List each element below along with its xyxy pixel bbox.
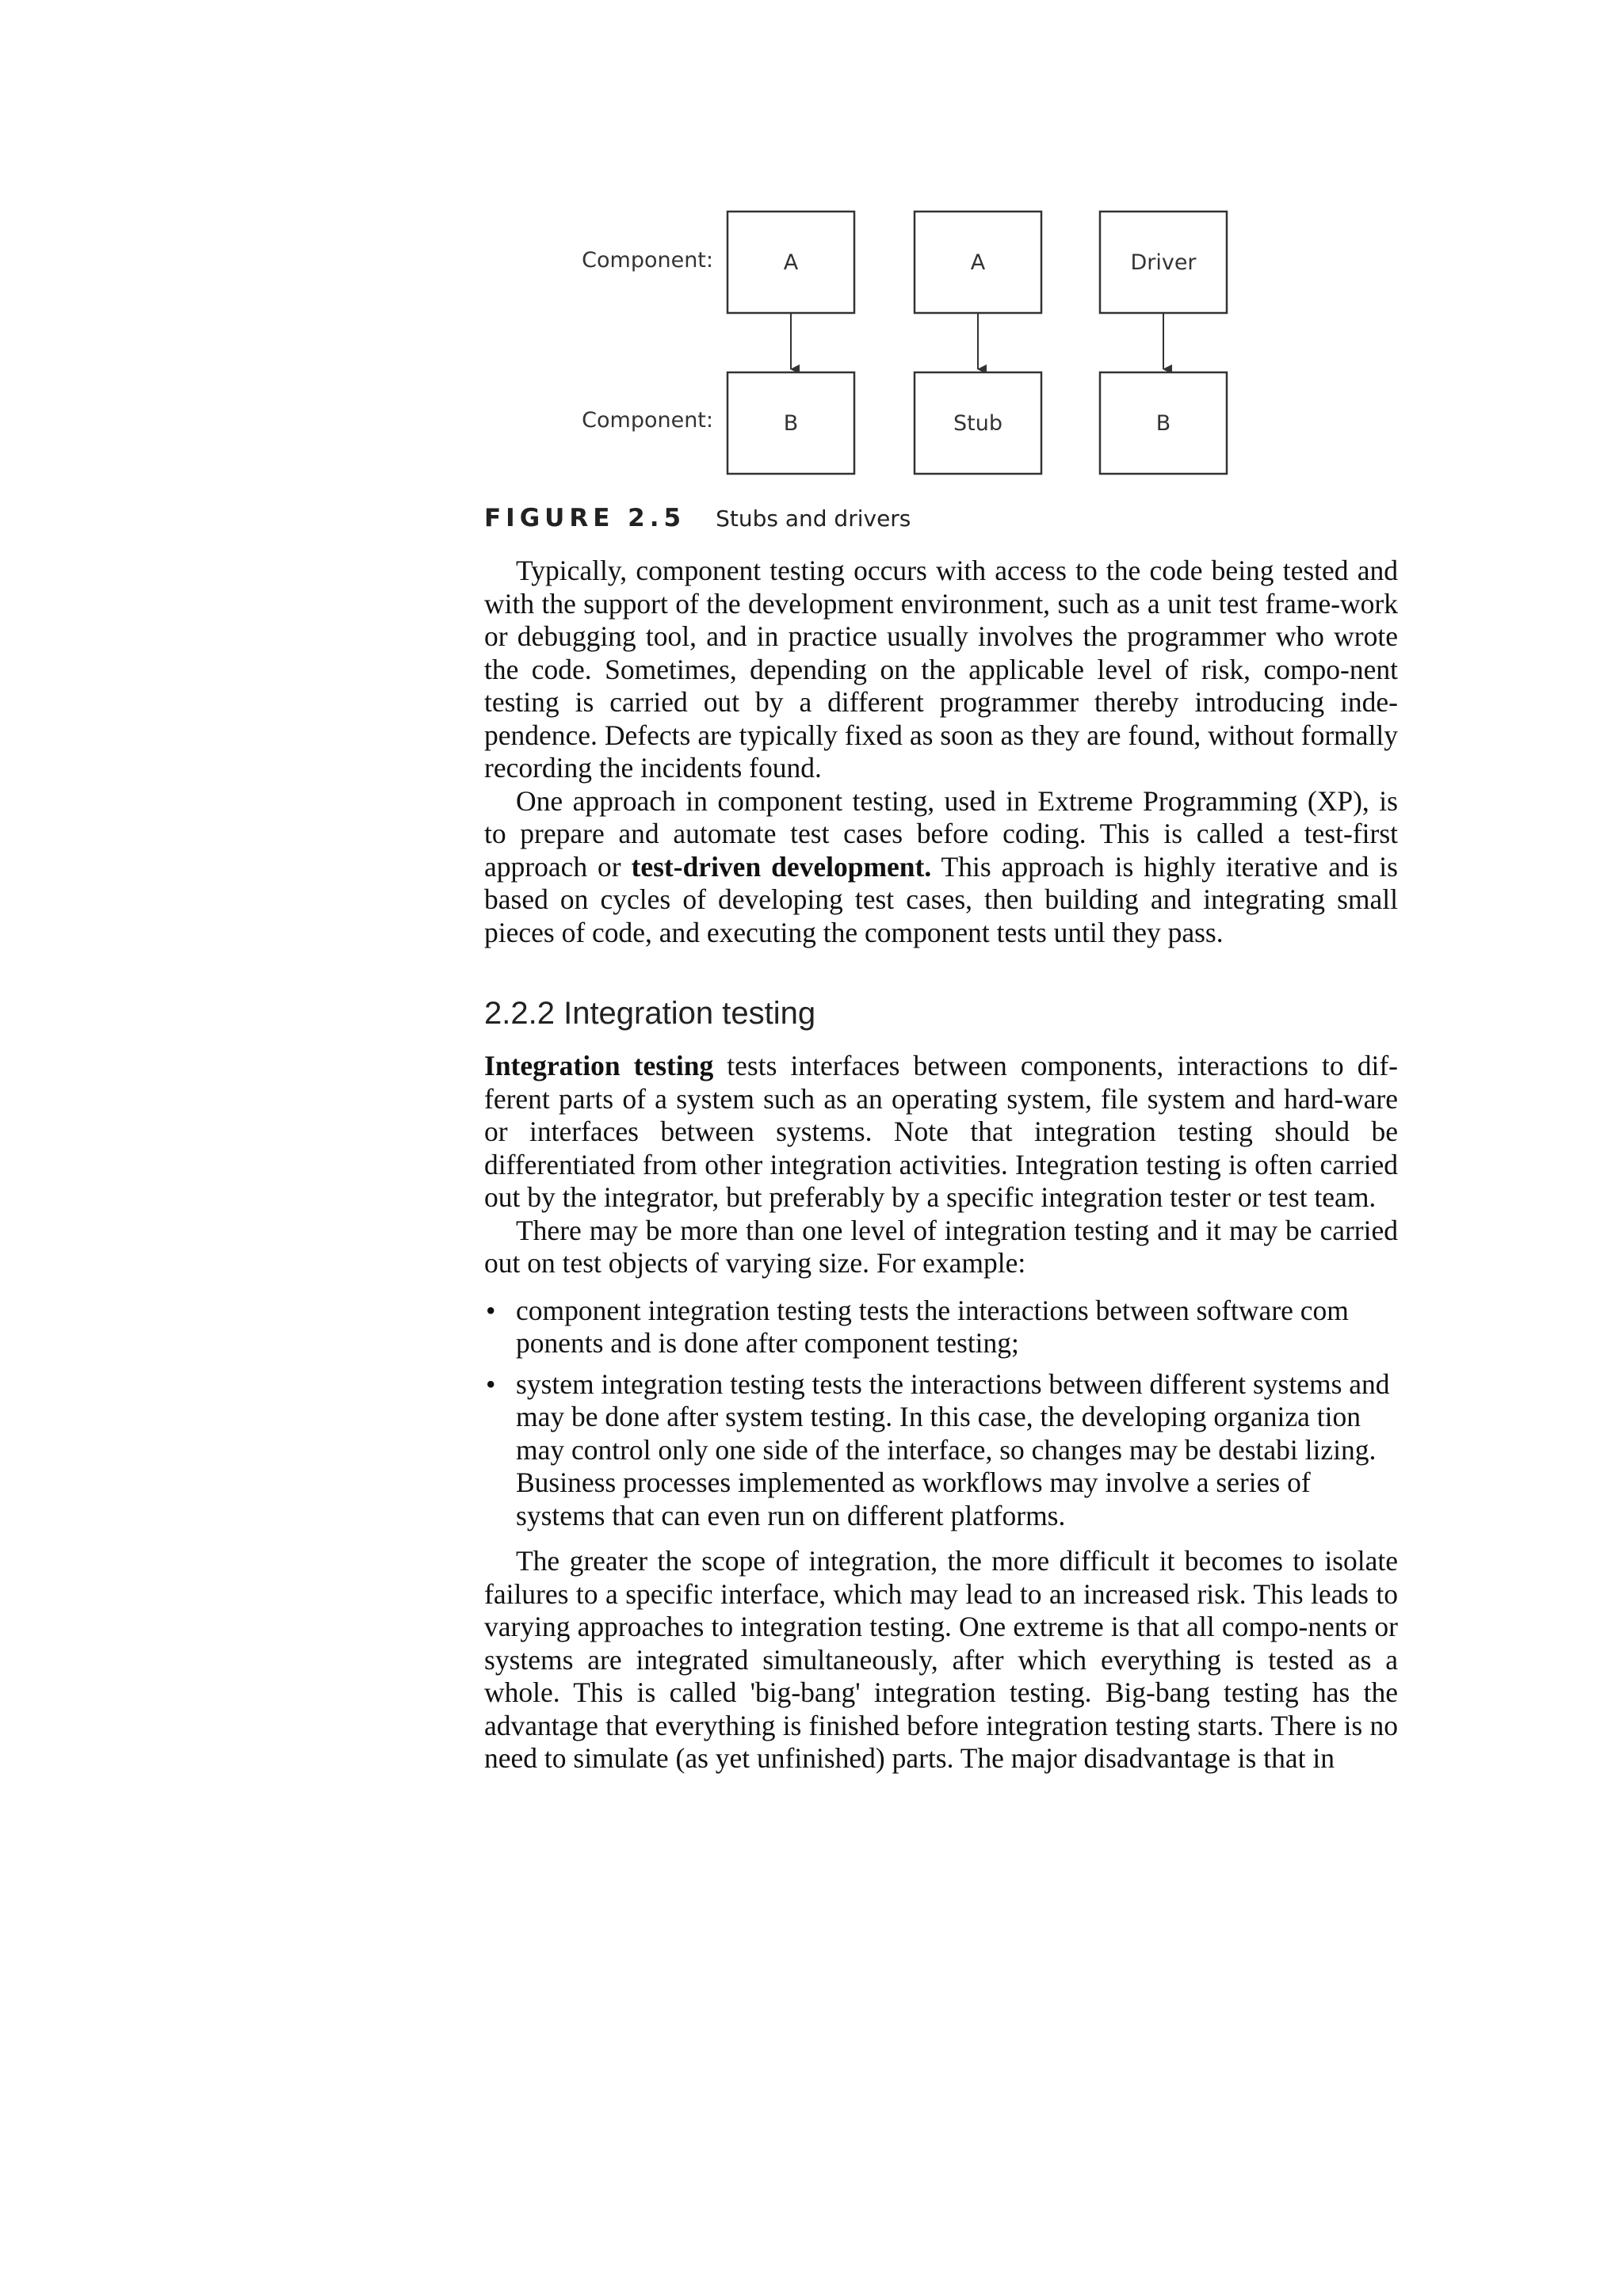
row-label-bottom: Component: (582, 408, 713, 433)
box-top-label-1: A (783, 250, 799, 275)
row-label-top: Component: (582, 248, 713, 273)
box-bottom-label-1: B (783, 411, 799, 436)
body-text-section (484, 1050, 1398, 1775)
term-integration-testing: Integration testing (484, 1050, 714, 1081)
term-test-driven-development: test-driven development. (631, 850, 932, 883)
box-top-label-2: A (970, 250, 986, 275)
figure-caption (484, 504, 911, 532)
paragraph-levels: There may be more than one level of integration testing and it may be carried out on test objects of varying size. For example: (484, 1214, 1398, 1279)
box-bottom-label-2: Stub (953, 411, 1002, 436)
paragraph-component-testing: Typically, component testing occurs with access to the code being tested and with the support of the development environment, such as a unit test frame-work or debugging tool, and in practice usually involves the programmer who wrote the code. Sometimes, depending on the applicable level of risk, compo-nent testing is carried out by a different programmer thereby introducing inde-pendence. Defects are typically fixed as soon as they are found, without formally recording the incidents found. (484, 555, 1398, 784)
list-item (484, 1368, 1398, 1533)
section-heading: 2.2.2 Integration testing (484, 996, 816, 1031)
paragraph-big-bang: The greater the scope of integration, the more difficult it becomes to isolate failures to a specific interface, which may lead to an increased risk. This leads to varying approaches to integration testing. One extreme is that all compo-nents or systems are integrated simultaneously, after which everything is tested as a whole. This is called 'big-bang' integration testing. Big-bang testing has the advantage that everything is finished before integration testing starts. There is no need to simulate (as yet unfinished) parts. The major disadvantage is that in (484, 1545, 1398, 1774)
figure-label: FIGURE 2.5 (484, 504, 686, 532)
stubs-drivers-diagram (555, 182, 1268, 515)
bullet-text-1: component integration testing tests the interactions between software com ponents and is done after component testing; (516, 1294, 1349, 1359)
paragraph-test-driven (484, 785, 1398, 950)
body-text-top (484, 555, 1398, 949)
paragraph-integration-intro (484, 1050, 1398, 1215)
p1-rest: tests interfaces between components, interactions to dif-ferent parts of a system such as an operating system, file system and hard-ware or interfaces between systems. Note that integration testing should be differentiated from other integration activities. Integration testing is often carried out by the integrator, but preferably by a specific integration tester or test team. (484, 1050, 1398, 1213)
box-bottom-label-3: B (1155, 411, 1171, 436)
bullet-marker: • (486, 1367, 496, 1400)
bullet-text-2: system integration testing tests the interactions between different systems and may be done after system testing. In this case, the developing organiza tion may control only one side of the interface, so changes may be destabi lizing. Business processes implemented as workflows may involve a series of systems that can even run on different platforms. (516, 1367, 1390, 1531)
figure-title: Stubs and drivers (716, 505, 911, 532)
box-top-label-3: Driver (1130, 250, 1197, 275)
p2-before: One approach in component testing, used in Extreme Programming (XP), is to prepare and automate test cases before coding. This is called a test-first approach or (484, 784, 1398, 883)
list-item (484, 1295, 1398, 1360)
bullet-marker: • (486, 1294, 496, 1326)
p2-after: This approach is highly iterative and is based on cycles of developing test cases, then building and integrating small pieces of code, and executing the component tests until they pass. (484, 850, 1398, 948)
bullet-list (484, 1295, 1398, 1533)
